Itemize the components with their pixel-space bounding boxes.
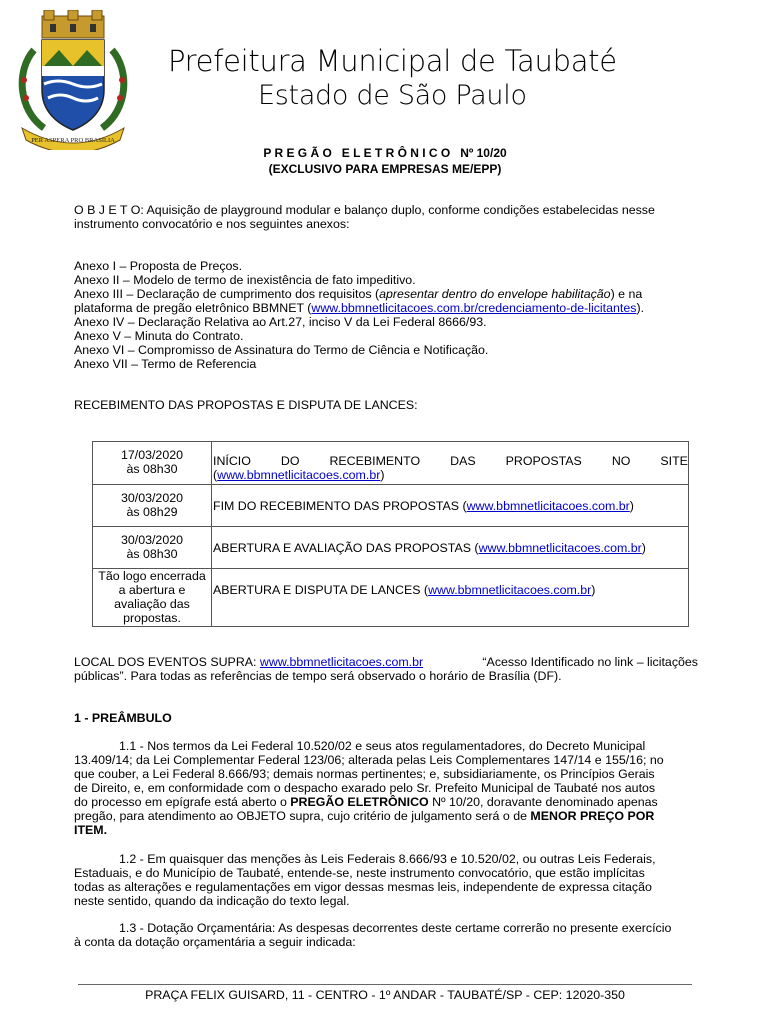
municipal-crest-logo (14, 10, 132, 150)
local-paragraph: LOCAL DOS EVENTOS SUPRA: www.bbmnetlicitacoes.com.br “Acesso Identificado no link – licitações públicas”. Para todas as referências de tempo será observado o horário de Brasília (DF). (74, 655, 698, 683)
schedule-event-cell: ABERTURA E AVALIAÇÃO DAS PROPOSTAS (www.bbmnetlicitacoes.com.br) (212, 527, 689, 569)
objeto-line-2: instrumento convocatório e nos seguintes anexos: (74, 217, 350, 231)
schedule-heading: RECEBIMENTO DAS PROPOSTAS E DISPUTA DE LANCES: (74, 398, 418, 412)
schedule-table (92, 441, 689, 627)
bbmnet-link[interactable]: www.bbmnetlicitacoes.com.br (478, 540, 642, 555)
annex-item: Anexo IV – Declaração Relativa ao Art.27, inciso V da Lei Federal 8666/93. (74, 315, 487, 329)
preambulo-paragraph-1: 1.1 - Nos termos da Lei Federal 10.520/02 e seus atos regulamentadores, do Decreto Municipal 13.409/14; da Lei Complementar Federal 123/06; alterada pelas Leis Complementares 147/14 e 155/16; no que couber, a Lei Federal 8.666/93; demais normas pertinentes; e, subsidiariamente, os Princípios Gerais de Direito, e, em conformidade com o despacho exarado pelo Sr. Prefeito Municipal de Taubaté nos autos do processo em epígrafe está aberto o PREGÃO ELETRÔNICO Nº 10/20, doravante denominado apenas pregão, para atendimento ao OBJETO supra, cujo critério de julgamento será o de MENOR PREÇO POR ITEM. (74, 739, 664, 837)
section-heading: 1 - PREÂMBULO (74, 711, 172, 725)
crest-motto: PER ASPERA PRO BRASILIA (31, 137, 115, 144)
header-city-hall: Prefeitura Municipal de Taubaté (168, 44, 617, 78)
bbmnet-link[interactable]: www.bbmnetlicitacoes.com.br (217, 468, 381, 482)
footer-address: PRAÇA FELIX GUISARD, 11 - CENTRO - 1º ANDAR - TAUBATÉ/SP - CEP: 12020-350 (145, 988, 625, 1002)
schedule-date-cell: 30/03/2020 às 08h30 (93, 527, 212, 569)
annex-item: Anexo VII – Termo de Referencia (74, 357, 257, 371)
table-row (93, 442, 689, 485)
annex-item-cont: plataforma de pregão eletrônico BBMNET (www.bbmnetlicitacoes.com.br/credenciamento-de-licitantes). (74, 301, 645, 315)
annex-item: Anexo V – Minuta do Contrato. (74, 329, 244, 343)
objeto-line-1: O B J E T O: Aquisição de playground modular e balanço duplo, conforme condições estabelecidas nesse (74, 203, 655, 217)
table-row (93, 527, 689, 569)
bbmnet-link[interactable]: www.bbmnetlicitacoes.com.br (428, 583, 592, 597)
schedule-date-cell: Tão logo encerrada a abertura e avaliação das propostas. (93, 569, 212, 627)
objeto-paragraph (74, 203, 698, 231)
schedule-date-cell: 30/03/2020 às 08h29 (93, 485, 212, 527)
header-state: Estado de São Paulo (258, 80, 527, 111)
annex-item: Anexo I – Proposta de Preços. (74, 259, 243, 273)
bbmnet-link[interactable]: www.bbmnetlicitacoes.com.br (259, 655, 424, 669)
annex-item: Anexo II – Modelo de termo de inexistência de fato impeditivo. (74, 273, 416, 287)
preambulo-paragraph-3: 1.3 - Dotação Orçamentária: As despesas decorrentes deste certame correrão no presente exercício à conta da dotação orçamentária a seguir indicada: (74, 921, 672, 949)
schedule-event-cell: INÍCIO DO RECEBIMENTO DAS PROPOSTAS NO SITE (www.bbmnetlicitacoes.com.br) (212, 442, 689, 485)
schedule-event-cell: FIM DO RECEBIMENTO DAS PROPOSTAS (www.bbmnetlicitacoes.com.br) (212, 485, 689, 527)
table-row (93, 569, 689, 627)
annex-list (74, 259, 698, 371)
table-row (93, 485, 689, 527)
schedule-date-cell: 17/03/2020 às 08h30 (93, 442, 212, 485)
annex-item: Anexo III – Declaração de cumprimento dos requisitos (apresentar dentro do envelope habilitação) e na (74, 287, 643, 301)
annex-item: Anexo VI – Compromisso de Assinatura do Termo de Ciência e Notificação. (74, 343, 489, 357)
schedule-event-cell: ABERTURA E DISPUTA DE LANCES (www.bbmnetlicitacoes.com.br) (212, 569, 689, 627)
credenciamento-link[interactable]: www.bbmnetlicitacoes.com.br/credenciamento-de-licitantes (311, 301, 637, 315)
preambulo-paragraph-2: 1.2 - Em quaisquer das menções às Leis Federais 8.666/93 e 10.520/02, ou outras Leis Federais, Estaduais, e do Município de Taubaté, entende-se, neste instrumento convocatório, que estão implícitas todas as alterações e regulamentações em vigor dessas mesmas leis, independente de expressa citação neste sentido, quando da indicação do texto legal. (74, 852, 656, 908)
document-title: P R E G Ã O E L E T R Ô N I C O Nº 10/20 (263, 146, 507, 160)
footer-divider (78, 984, 692, 985)
document-subtitle: (EXCLUSIVO PARA EMPRESAS ME/EPP) (268, 162, 502, 176)
bbmnet-link[interactable]: www.bbmnetlicitacoes.com.br (466, 498, 630, 513)
